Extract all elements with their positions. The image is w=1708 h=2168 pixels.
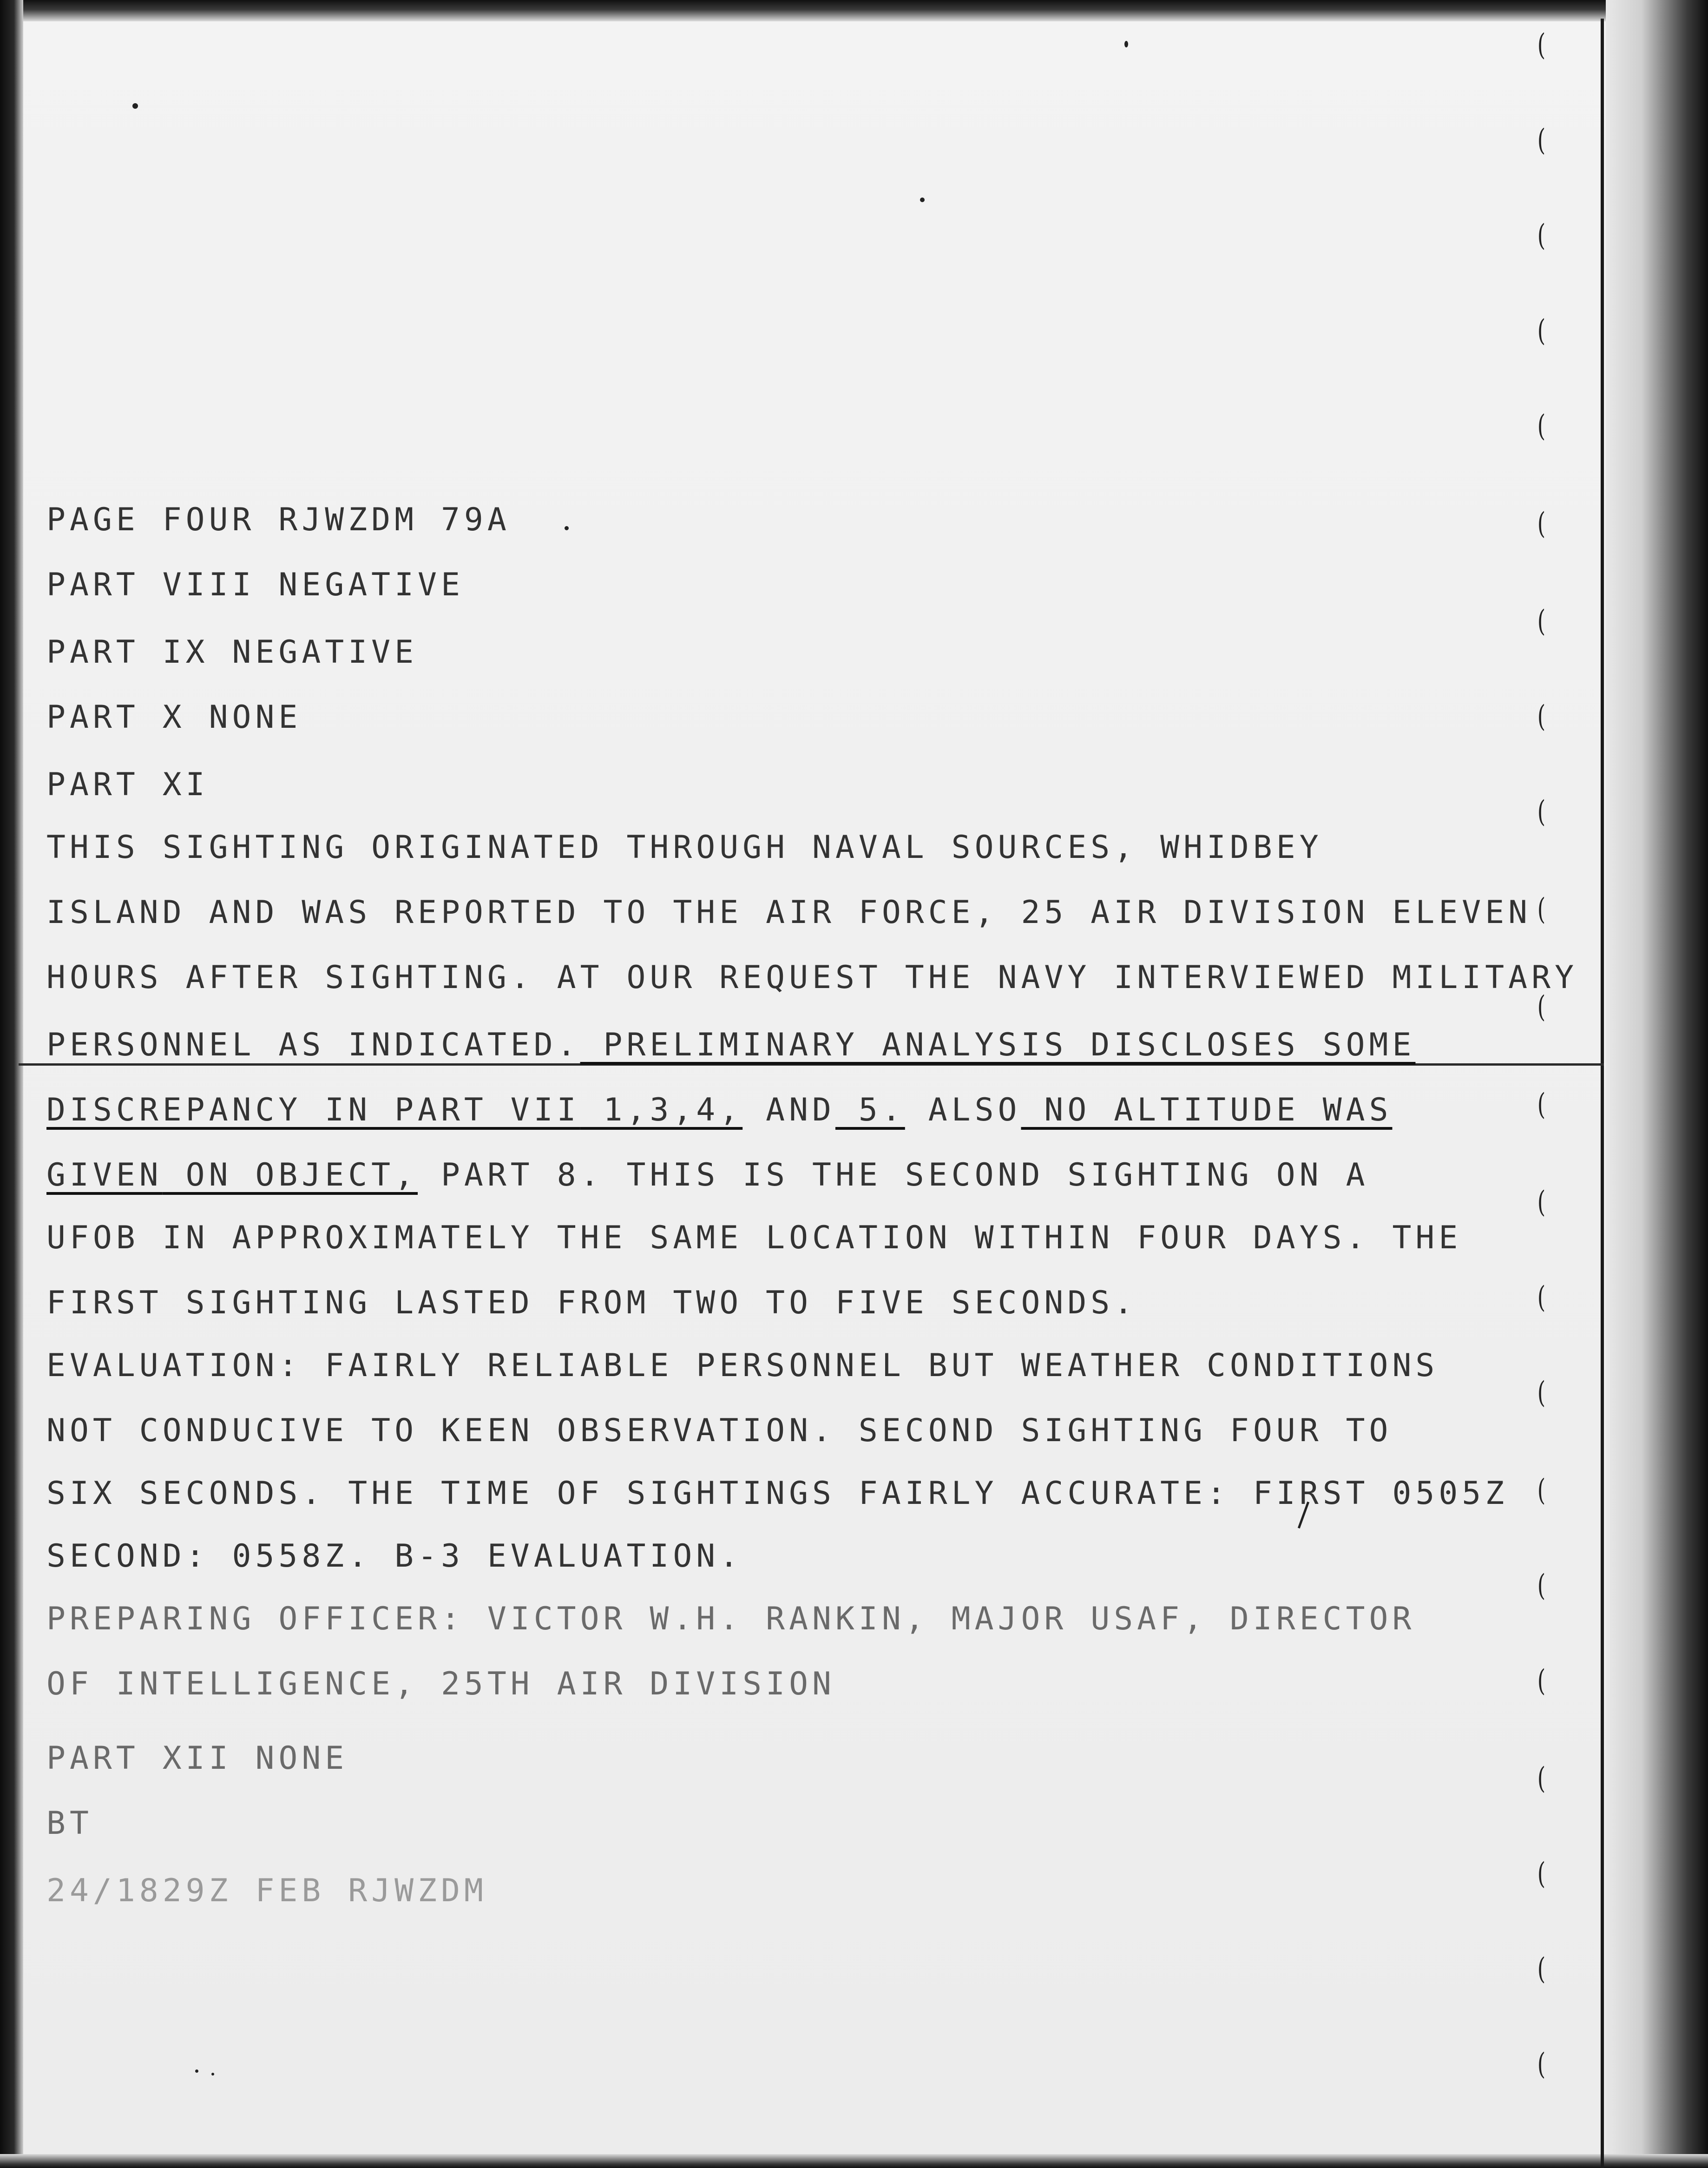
sprocket-mark: ( bbox=[1537, 1185, 1546, 1219]
sprocket-mark: ( bbox=[1537, 892, 1546, 927]
body-text: ALSO bbox=[905, 1092, 1021, 1128]
sprocket-mark: ( bbox=[1537, 699, 1546, 734]
scan-border-bottom bbox=[0, 2154, 1708, 2168]
evaluation-line: NOT CONDUCIVE TO KEEN OBSERVATION. SECOND SIGHTING FOUR TO bbox=[46, 1412, 1393, 1449]
part-ix-line: PART IX NEGATIVE bbox=[46, 634, 418, 671]
sprocket-mark: ( bbox=[1537, 409, 1546, 443]
page-fold-line bbox=[19, 1063, 1604, 1066]
sprocket-mark: ( bbox=[1537, 1473, 1546, 1508]
sprocket-mark: ( bbox=[1537, 1857, 1546, 1891]
sprocket-mark: ( bbox=[1537, 1280, 1546, 1315]
part-xi-heading: PART XI bbox=[46, 766, 209, 803]
sprocket-mark: ( bbox=[1537, 2047, 1546, 2082]
body-line: FIRST SIGHTING LASTED FROM TWO TO FIVE SECONDS. bbox=[46, 1285, 1137, 1321]
part-xii-line: PART XII NONE bbox=[46, 1740, 348, 1777]
sprocket-mark: ( bbox=[1537, 1568, 1546, 1603]
underlined-text: 1,3,4, bbox=[580, 1092, 743, 1128]
sprocket-mark: ( bbox=[1537, 123, 1546, 158]
body-line-underlined bbox=[46, 1157, 1369, 1193]
body-line: ISLAND AND WAS REPORTED TO THE AIR FORCE, 25 AIR DIVISION ELEVEN bbox=[46, 894, 1532, 931]
sprocket-mark: ( bbox=[1537, 507, 1546, 541]
body-text: AND bbox=[742, 1092, 835, 1128]
dust-speck bbox=[565, 526, 569, 530]
scan-border-right bbox=[1606, 0, 1708, 2168]
preparing-officer-line: PREPARING OFFICER: VICTOR W.H. RANKIN, MAJOR USAF, DIRECTOR bbox=[46, 1601, 1416, 1637]
dust-speck bbox=[195, 2069, 198, 2073]
dust-speck bbox=[920, 198, 925, 202]
dust-speck bbox=[132, 103, 138, 109]
sprocket-mark: ( bbox=[1537, 314, 1546, 348]
body-line: THIS SIGHTING ORIGINATED THROUGH NAVAL SOURCES, WHIDBEY bbox=[46, 829, 1323, 866]
part-viii-line: PART VIII NEGATIVE bbox=[46, 567, 464, 603]
sprocket-mark: ( bbox=[1537, 1087, 1546, 1122]
scan-border-left bbox=[0, 0, 23, 2168]
evaluation-line: SIX SECONDS. THE TIME OF SIGHTINGS FAIRLY ACCURATE: FIRST 0505Z bbox=[46, 1475, 1509, 1512]
teletype-margin-rule bbox=[1601, 19, 1604, 2168]
sprocket-mark: ( bbox=[1537, 1952, 1546, 1986]
sprocket-mark: ( bbox=[1537, 28, 1546, 62]
sprocket-mark: ( bbox=[1537, 990, 1546, 1024]
sprocket-mark: ( bbox=[1537, 1376, 1546, 1410]
sprocket-mark: ( bbox=[1537, 218, 1546, 253]
break-marker: BT bbox=[46, 1805, 93, 1842]
sprocket-mark: ( bbox=[1537, 604, 1546, 639]
preparing-officer-line: OF INTELLIGENCE, 25TH AIR DIVISION bbox=[46, 1666, 835, 1702]
sprocket-mark: ( bbox=[1537, 795, 1546, 829]
body-line-underlined bbox=[46, 1029, 1415, 1061]
underlined-text: 5. bbox=[835, 1092, 905, 1128]
body-text: PART 8. THIS IS THE SECOND SIGHTING ON A bbox=[418, 1157, 1369, 1193]
datetime-group-line: 24/1829Z FEB RJWZDM bbox=[46, 1872, 487, 1909]
body-text: PERSONNEL AS INDICATED. bbox=[46, 1027, 580, 1063]
evaluation-line: SECOND: 0558Z. B-3 EVALUATION. bbox=[46, 1538, 743, 1575]
underlined-text: PRELIMINARY ANALYSIS DISCLOSES SOME bbox=[580, 1027, 1416, 1063]
underlined-text: DISCREPANCY IN PART VII bbox=[46, 1092, 580, 1128]
body-line: HOURS AFTER SIGHTING. AT OUR REQUEST THE NAVY INTERVIEWED MILITARY bbox=[46, 959, 1578, 996]
body-line-underlined bbox=[46, 1094, 1393, 1126]
underlined-text: ON OBJECT, bbox=[162, 1157, 418, 1193]
scan-border-top bbox=[0, 0, 1708, 21]
body-line: UFOB IN APPROXIMATELY THE SAME LOCATION WITHIN FOUR DAYS. THE bbox=[46, 1219, 1462, 1256]
sprocket-mark: ( bbox=[1537, 1664, 1546, 1698]
dust-speck bbox=[1124, 41, 1128, 47]
evaluation-line: EVALUATION: FAIRLY RELIABLE PERSONNEL BUT WEATHER CONDITIONS bbox=[46, 1347, 1439, 1384]
dust-speck bbox=[211, 2073, 214, 2076]
part-x-line: PART X NONE bbox=[46, 699, 302, 736]
header-line: PAGE FOUR RJWZDM 79A bbox=[46, 501, 511, 538]
underlined-text: NO ALTITUDE WAS bbox=[1021, 1092, 1393, 1128]
sprocket-mark: ( bbox=[1537, 1761, 1546, 1796]
underlined-text: GIVEN bbox=[46, 1157, 163, 1193]
